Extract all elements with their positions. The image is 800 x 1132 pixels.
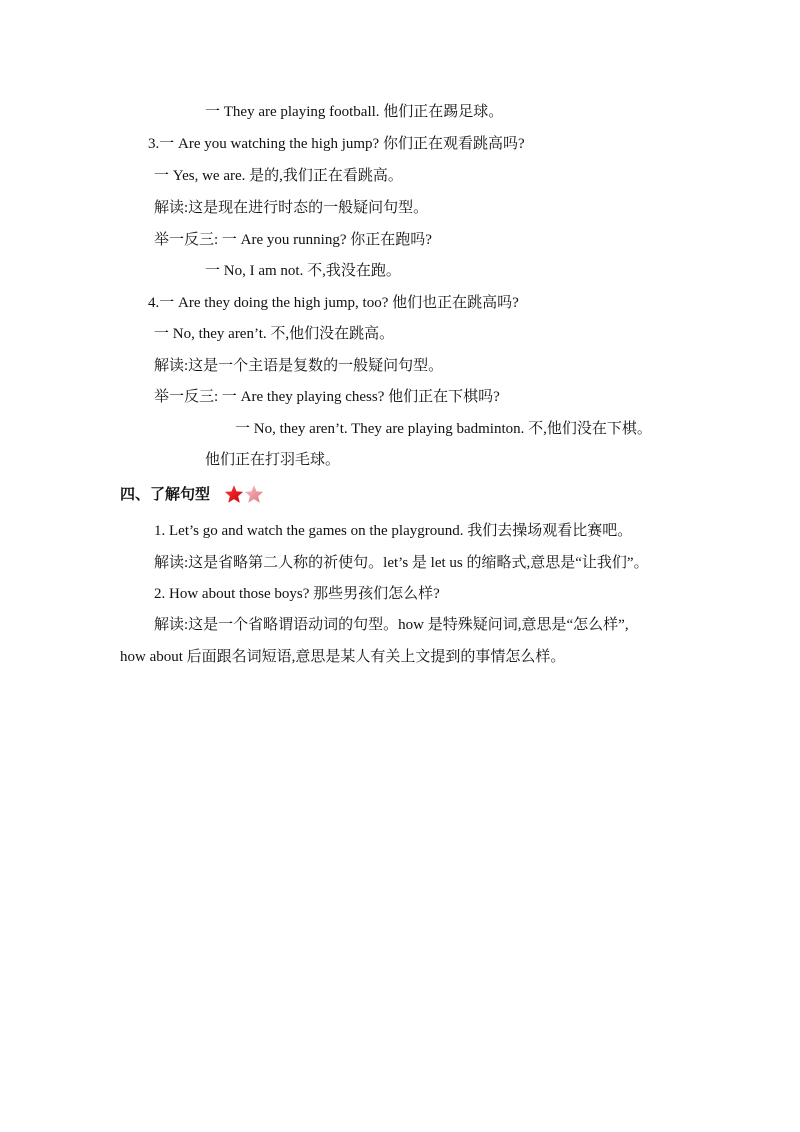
text-line: 一 No, they aren’t. They are playing badminton. 不,他们没在下棋。	[235, 421, 652, 437]
text-line: 解读:这是省略第二人称的祈使句。let’s 是 let us 的缩略式,意思是“让我们”。	[154, 555, 649, 571]
text-line: 2. How about those boys? 那些男孩们怎么样?	[154, 586, 440, 602]
section-title: 四、了解句型	[120, 485, 211, 503]
text-line: how about 后面跟名词短语,意思是某人有关上文提到的事情怎么样。	[120, 649, 566, 665]
star-icon	[244, 484, 264, 504]
section-heading	[120, 484, 264, 504]
text-line: 一 No, I am not. 不,我没在跑。	[205, 263, 401, 279]
text-line: 他们正在打羽毛球。	[205, 452, 341, 468]
text-line: 1. Let’s go and watch the games on the playground. 我们去操场观看比赛吧。	[154, 523, 633, 539]
text-line: 举一反三: 一 Are they playing chess? 他们正在下棋吗?	[154, 389, 500, 405]
text-line: 一 No, they aren’t. 不,他们没在跳高。	[154, 326, 395, 342]
text-line: 解读:这是一个省略谓语动词的句型。how 是特殊疑问词,意思是“怎么样”,	[154, 617, 629, 633]
difficulty-stars	[224, 484, 264, 504]
text-line: 解读:这是一个主语是复数的一般疑问句型。	[154, 358, 444, 374]
text-line: 解读:这是现在进行时态的一般疑问句型。	[154, 200, 429, 216]
text-line: 4.一 Are they doing the high jump, too? 他们也正在跳高吗?	[148, 295, 519, 311]
text-line: 一 Yes, we are. 是的,我们正在看跳高。	[154, 168, 403, 184]
text-line: 一 They are playing football. 他们正在踢足球。	[205, 104, 504, 120]
text-line: 举一反三: 一 Are you running? 你正在跑吗?	[154, 232, 432, 248]
star-icon	[224, 484, 244, 504]
text-line: 3.一 Are you watching the high jump? 你们正在观看跳高吗?	[148, 136, 525, 152]
